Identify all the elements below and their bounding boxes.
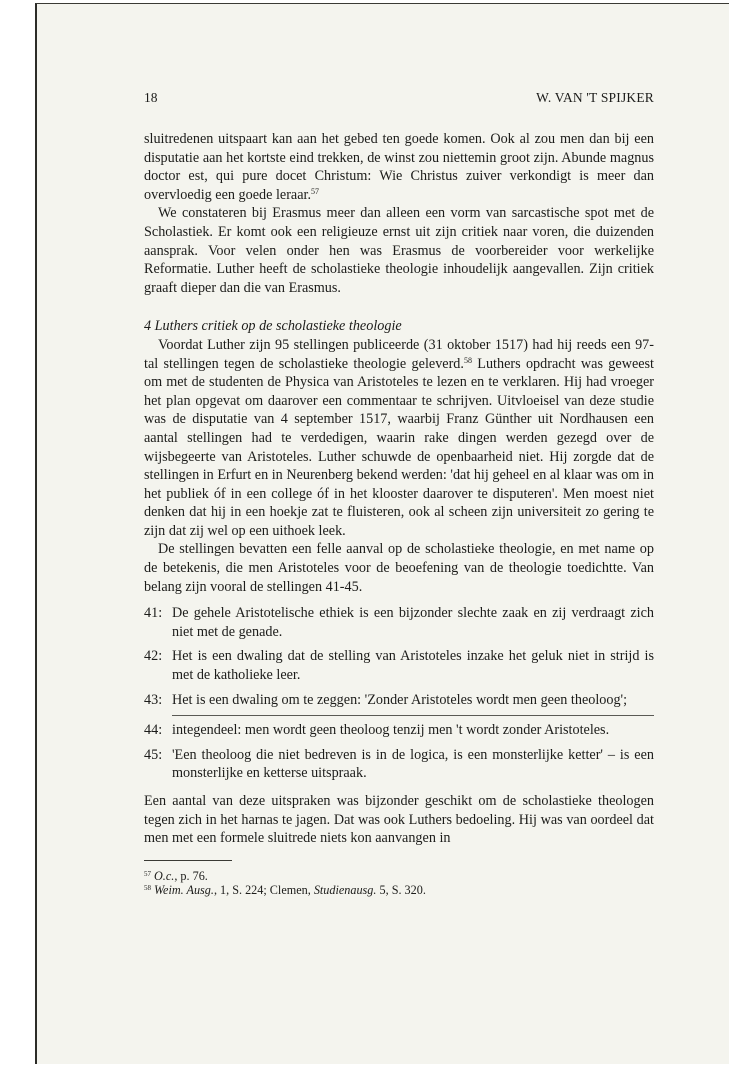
running-author: W. VAN 'T SPIJKER xyxy=(536,90,654,105)
thesis-text: integendeel: men wordt geen theoloog tenzij men 't wordt zonder Aristoteles. xyxy=(172,722,610,739)
paragraph-3: Voordat Luther zijn 95 stellingen publiceerde (31 oktober 1517) had hij reeds een 97-tal stellingen tegen de scholastieke theologie geleverd.$^{58}$ Luthers opdracht was geweest om met de studenten de Physica van Aristoteles te lezen en te verklaren. Hij had vroeger het plan opgevat om daarover een commentaar te schrijven. Uitvloeisel van deze studie was de disputatie van 4 september 1517, waarbij Franz Günther uit Nordhausen een aantal stellingen had te verdedigen, waarin rake dingen werden gezegd over de wijsbegeerte van Aristoteles. Luther schuwde de openbaarheid niet. Hij zorgde dat de stellingen in Erfurt en in Neurenberg bekend werden: 'dat hij geheel en al klaar was om in het publiek óf in een college óf in het klooster daarover te disputeren'. Men moest niet denken dat hij in een hoekje zat te fluisteren, ook al scheen zijn universiteit zo gering te zijn dat zij wel op een uithoek leek. xyxy=(144,336,654,539)
thesis-item xyxy=(144,746,654,783)
section-heading: 4 Luthers critiek op de scholastieke theologie xyxy=(144,318,402,335)
footnote-mark: 57 xyxy=(144,869,151,878)
footnote-ref-title: Weim. Ausg. xyxy=(154,883,214,898)
theses-list xyxy=(144,604,654,783)
footnote-ref-title: O.c. xyxy=(154,868,175,883)
thesis-divider xyxy=(172,715,654,716)
footnote-ref-57: 57 xyxy=(311,186,320,196)
thesis-item xyxy=(144,647,654,684)
footnote-ref-title-2: Studienausg. xyxy=(313,883,377,898)
footnote-rule xyxy=(144,860,232,861)
page-number: 18 xyxy=(144,90,158,105)
thesis-number: 42: xyxy=(144,648,163,665)
thesis-number: 43: xyxy=(144,691,163,708)
thesis-text: De gehele Aristotelische ethiek is een bijzonder slechte zaak en zij verdraagt zich niet met de genade. xyxy=(172,605,654,640)
page-body xyxy=(144,89,654,898)
paragraph-1: sluitredenen uitspaart kan aan het gebed ten goede komen. Ook al zou men dan bij een disputatie aan het kortste eind trekken, de winst zou niettemin groot zijn. Abunde magnus doctor est, qui pure docet Christum: Wie Christus zuiver verkondigt is meer dan overvloedig een goede leraar.$^{57}$ xyxy=(144,131,654,203)
paragraph-5: Een aantal van deze uitspraken was bijzonder geschikt om de scholastieke theologen tegen zich in het harnas te jagen. Dat was ook Luthers bedoeling. Hij was van oordeel dat men met een formele sluitrede niets kon aanvangen in xyxy=(144,793,654,847)
footnote-58: $^{58}$ Weim. Ausg., 1, S. 224; Clemen, Studienausg. 5, S. 320. xyxy=(144,883,426,898)
thesis-item xyxy=(144,721,654,740)
thesis-item xyxy=(144,604,654,641)
thesis-item xyxy=(144,691,654,710)
footnote-mark: 58 xyxy=(144,884,151,893)
thesis-number: 44: xyxy=(144,722,163,739)
footnote-57: $^{57}$ O.c., p. 76. xyxy=(144,868,208,883)
thesis-text: 'Een theoloog die niet bedreven is in de logica, is een monsterlijke ketter' – is een monsterlijke en ketterse uitspraak. xyxy=(172,746,654,782)
thesis-text: Het is een dwaling dat de stelling van Aristoteles inzake het geluk niet in strijd is met de katholieke leer. xyxy=(172,648,654,684)
thesis-number: 45: xyxy=(144,746,163,763)
paragraph-4: De stellingen bevatten een felle aanval op de scholastieke theologie, en met name op de betekenis, die men Aristoteles voor de beoefening van de theologie toedichtte. Van belang zijn vooral de stellingen 41-45. xyxy=(144,541,654,595)
thesis-text: Het is een dwaling om te zeggen: 'Zonder Aristoteles wordt men geen theoloog'; xyxy=(172,691,628,708)
thesis-number: 41: xyxy=(144,605,163,622)
paragraph-2: We constateren bij Erasmus meer dan alleen een vorm van sarcastische spot met de Scholastiek. Er komt ook een religieuze ernst uit zijn critiek naar voren, die duizenden aansprak. Voor velen onder hen was Erasmus de voorbereider voor werkelijke Reformatie. Luther heeft de scholastieke theologie inhoudelijk aangevallen. Zijn critiek graaft dieper dan die van Erasmus. xyxy=(144,205,654,296)
footnote-ref-58: 58 xyxy=(463,355,472,365)
running-header xyxy=(144,89,654,107)
